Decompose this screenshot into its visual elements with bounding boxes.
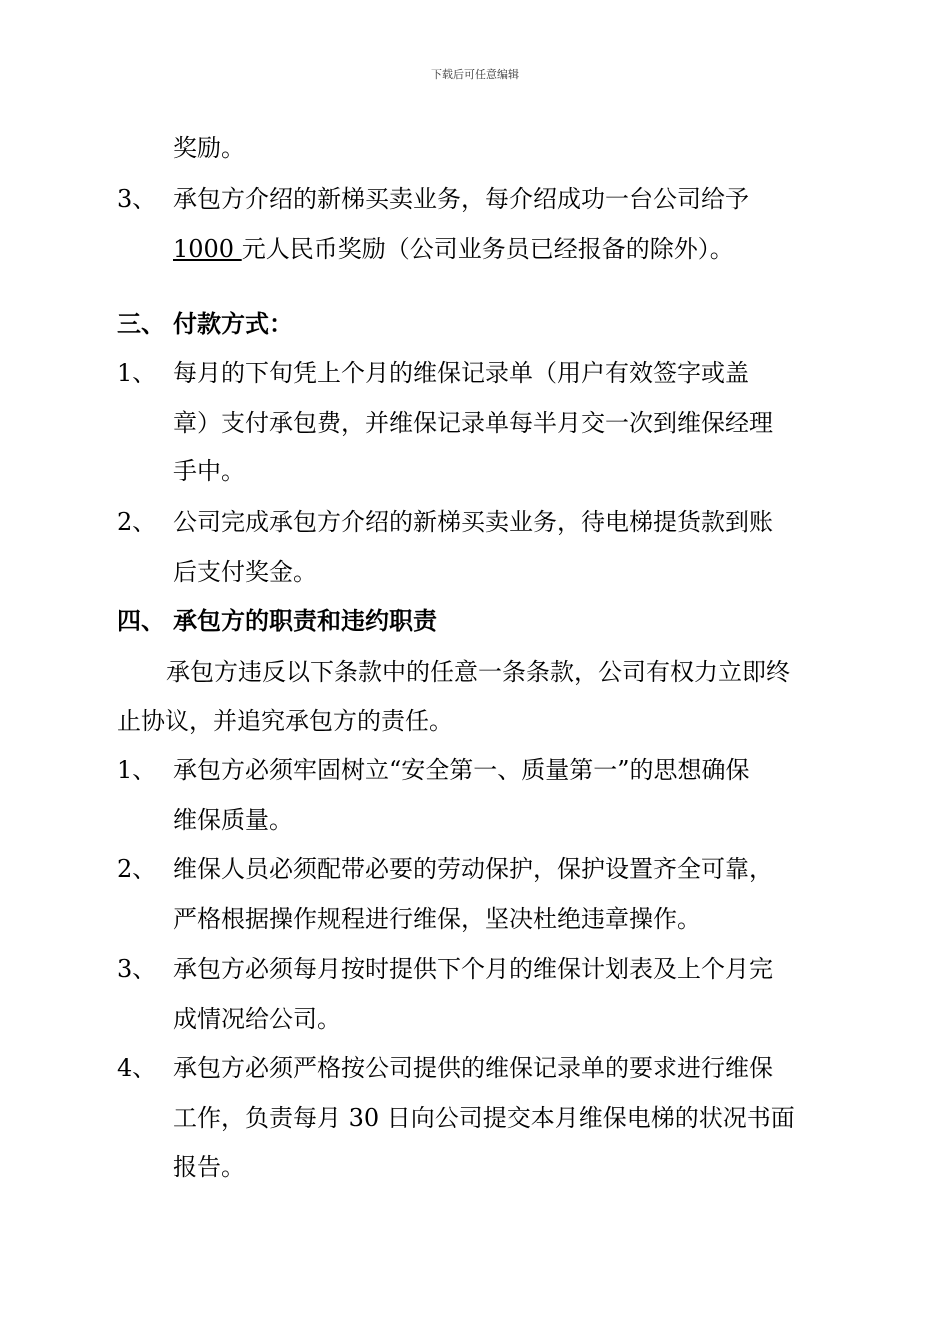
list-number: 2、: [117, 508, 157, 536]
section-title: 承包方的职责和违约职责: [173, 606, 437, 635]
paragraph-line: [166, 656, 790, 688]
line-text: 承包方违反以下条款中的任意一条条款，公司有权力立即终: [166, 658, 790, 686]
line-text: 奖励。: [173, 134, 245, 162]
line-text: [173, 233, 734, 265]
line-text: 严格根据操作规程进行维保，坚决杜绝违章操作。: [173, 905, 701, 933]
line-text: 维保人员必须配带必要的劳动保护，保护设置齐全可靠，: [173, 855, 773, 883]
line-text: 成情况给公司。: [173, 1005, 341, 1033]
section-number: 三、: [117, 309, 165, 338]
line-text: 止协议，并追究承包方的责任。: [117, 707, 453, 735]
line-text: 手中。: [173, 457, 245, 485]
list-number: 1、: [117, 359, 157, 387]
line-text: 公司完成承包方介绍的新梯买卖业务，待电梯提货款到账: [173, 508, 773, 536]
list-number: 4、: [117, 1054, 157, 1082]
line-text: 承包方必须每月按时提供下个月的维保计划表及上个月完: [173, 955, 773, 983]
line-text: 维保质量。: [173, 806, 293, 834]
paragraph-line: [117, 705, 453, 737]
list-number: 2、: [117, 855, 157, 883]
page-header: 下载后可任意编辑: [431, 68, 519, 81]
line-text: 报告。: [173, 1153, 245, 1181]
line-text: 章）支付承包费，并维保记录单每半月交一次到维保经理: [173, 409, 773, 437]
list-number: 3、: [117, 955, 157, 983]
section-title: 付款方式：: [173, 309, 293, 338]
line-text: [173, 183, 749, 215]
section-number: 四、: [117, 606, 165, 635]
line-text: 工作，负责每月 30 日向公司提交本月维保电梯的状况书面: [173, 1104, 795, 1132]
line-text: 承包方必须牢固树立“安全第一、质量第一”的思想确保: [173, 756, 750, 784]
line-text: 承包方必须严格按公司提供的维保记录单的要求进行维保: [173, 1054, 773, 1082]
underlined-amount: 1000: [173, 235, 242, 263]
line-text-main: 承包方介绍的新梯买卖业务，每介绍成功一台公司给予: [173, 185, 749, 213]
list-number: 1、: [117, 756, 157, 784]
line-text: 后支付奖金。: [173, 558, 317, 586]
line-text: 每月的下旬凭上个月的维保记录单（用户有效签字或盖: [173, 359, 749, 387]
list-number: 3、: [117, 185, 157, 213]
line-text-rest: 元人民币奖励（公司业务员已经报备的除外）。: [241, 235, 734, 263]
